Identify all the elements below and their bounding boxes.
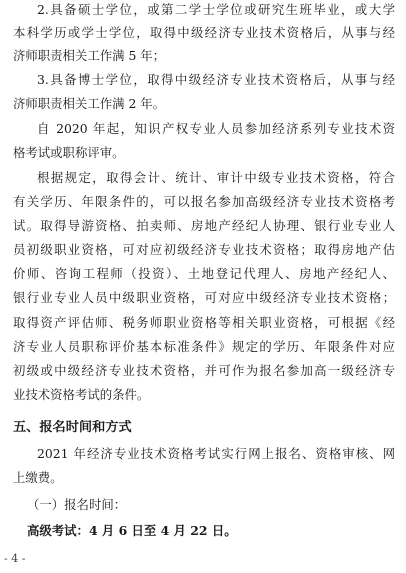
text-line: 银行业专业人员中级职业资格，可对应中级经济专业技术资格；: [13, 290, 395, 305]
text-line: 自 2020 年起，知识产权专业人员参加经济系列专业技术资: [37, 121, 395, 136]
text-line: 业技术资格考试的条件。: [13, 387, 150, 402]
text-line: 济专业人员职称评价基本标准条件》规定的学历、年限条件对应: [13, 339, 395, 354]
text-line: 本科学历或学士学位，取得中级经济专业技术资格后，从事与经: [13, 25, 395, 40]
text-line: 2.具备硕士学位，或第二学士学位或研究生班毕业，或大学: [37, 2, 395, 17]
text-line: 济师职责相关工作满 5 年；: [13, 48, 166, 63]
text-line: 试。取得导游资格、拍卖师、房地产经纪人协理、银行业专业人: [13, 218, 395, 233]
text-line: 价师、咨询工程师（投资）、土地登记代理人、房地产经纪人、: [13, 266, 395, 281]
section-heading: 五、报名时间和方式: [13, 420, 132, 435]
text-line: 根据规定，取得会计、统计、审计中级专业技术资格，符合: [37, 170, 395, 185]
subsection-heading: （一）报名时间：: [27, 497, 127, 512]
text-line: 济师职责相关工作满 2 年。: [13, 96, 166, 111]
text-line: 上缴费。: [13, 470, 63, 485]
page-number: - 4 -: [4, 552, 26, 565]
text-line: 3.具备博士学位，取得中级经济专业技术资格后，从事与经: [37, 72, 395, 87]
text-line: 取得资产评估师、税务师职业资格等相关职业资格，可根据《经: [13, 315, 395, 330]
senior-exam-date: 高级考试：4 月 6 日至 4 月 22 日。: [27, 523, 237, 538]
text-line: 初级或中级经济专业技术资格，并可作为报名参加高一级经济专: [13, 363, 395, 378]
text-line: 格考试或职称评审。: [13, 145, 125, 160]
text-line: 2021 年经济专业技术资格考试实行网上报名、资格审核、网: [37, 446, 395, 461]
text-line: 有关学历、年限条件的，可以报名参加高级经济专业技术资格考: [13, 194, 395, 209]
text-line: 员初级职业资格，可对应初级经济专业技术资格；取得房地产估: [13, 242, 395, 257]
